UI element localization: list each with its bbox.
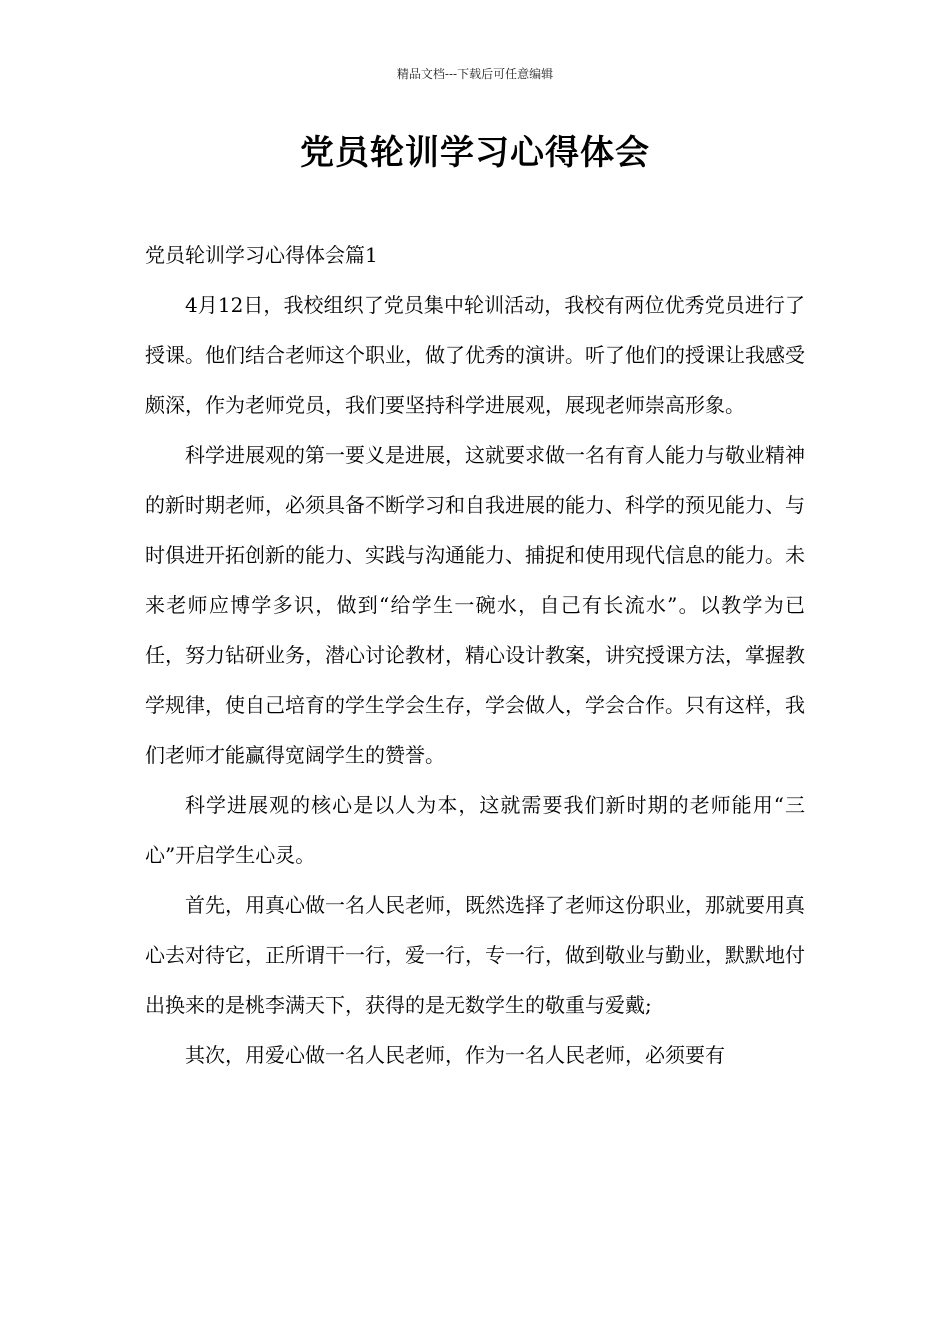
- header-note: 精品文档---下载后可任意编辑: [396, 67, 554, 81]
- paragraph-5: 其次，用爱心做一名人民老师，作为一名人民老师，必须要有: [185, 1043, 725, 1067]
- paragraph-4: 首先，用真心做一名人民老师，既然选择了老师这份职业，那就要用真心去对待它，正所谓干一行，爱一行，专一行，做到敬业与勤业，默默地付出换来的是桃李满天下，获得的是无数学生的敬重与爱戴;: [145, 893, 805, 1017]
- paragraph-3: 科学进展观的核心是以人为本，这就需要我们新时期的老师能用“三心”开启学生心灵。: [145, 793, 805, 867]
- document-title: 党员轮训学习心得体会: [300, 133, 650, 173]
- section-heading: 党员轮训学习心得体会篇1: [145, 243, 378, 267]
- paragraph-1: 4月12日，我校组织了党员集中轮训活动，我校有两位优秀党员进行了授课。他们结合老师这个职业，做了优秀的演讲。听了他们的授课让我感受颇深，作为老师党员，我们要坚持科学进展观，展现老师崇高形象。: [145, 293, 805, 417]
- document-body: [145, 230, 805, 1080]
- paragraph-2: 科学进展观的第一要义是进展，这就要求做一名有育人能力与敬业精神的新时期老师，必须具备不断学习和自我进展的能力、科学的预见能力、与时俱进开拓创新的能力、实践与沟通能力、捕捉和使用现代信息的能力。未来老师应博学多识，做到“给学生一碗水，自己有长流水”。以教学为已任，努力钻研业务，潜心讨论教材，精心设计教案，讲究授课方法，掌握教学规律，使自己培育的学生学会生存，学会做人，学会合作。只有这样，我们老师才能赢得宽阔学生的赞誉。: [145, 443, 805, 767]
